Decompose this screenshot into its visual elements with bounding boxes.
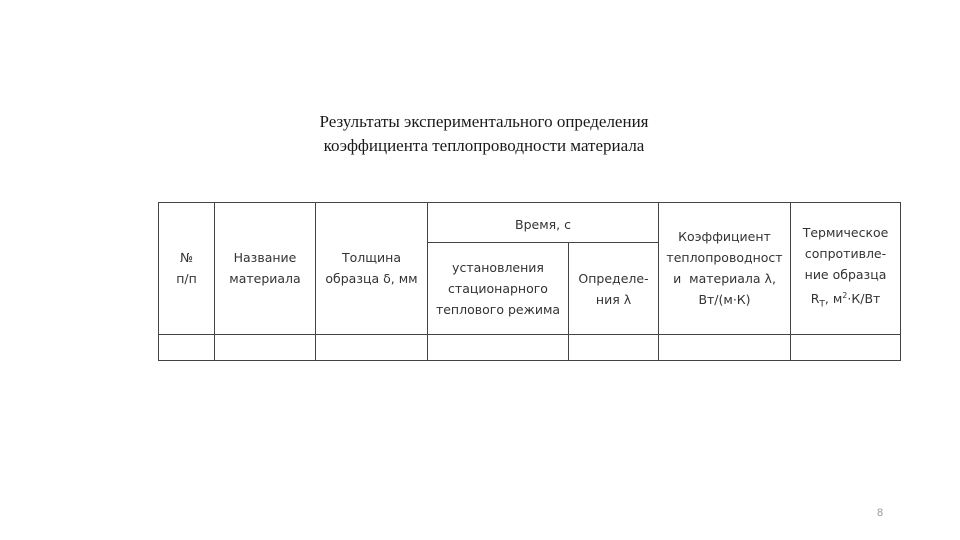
table-cell xyxy=(659,334,791,360)
header-time-determination: Определе- ния λ xyxy=(569,243,659,335)
header-thickness: Толщина образца δ, мм xyxy=(316,203,428,335)
header-time-steady: установления стационарного теплового режима xyxy=(428,243,569,335)
header-conductivity: Коэффициент теплопроводност и материала λ, Вт/(м·К) xyxy=(659,203,791,335)
table-row xyxy=(159,334,901,360)
table-cell xyxy=(215,334,316,360)
title-line-2: коэффициента теплопроводности материала xyxy=(323,136,645,155)
table-cell xyxy=(159,334,215,360)
table-cell xyxy=(428,334,569,360)
header-time-group: Время, с xyxy=(428,203,659,243)
title-line-1: Результаты экспериментального определения xyxy=(319,112,649,131)
header-material-name: Название материала xyxy=(215,203,316,335)
table-cell xyxy=(316,334,428,360)
results-table xyxy=(158,202,901,361)
table-title xyxy=(0,110,960,158)
header-resistance: Термическое сопротивле- ние образца $R_T$, $м^2\cdot К/Вт$ xyxy=(791,203,901,335)
table-cell xyxy=(569,334,659,360)
table-cell xyxy=(791,334,901,360)
page-number: 8 xyxy=(877,507,884,519)
header-number: № п/п xyxy=(159,203,215,335)
